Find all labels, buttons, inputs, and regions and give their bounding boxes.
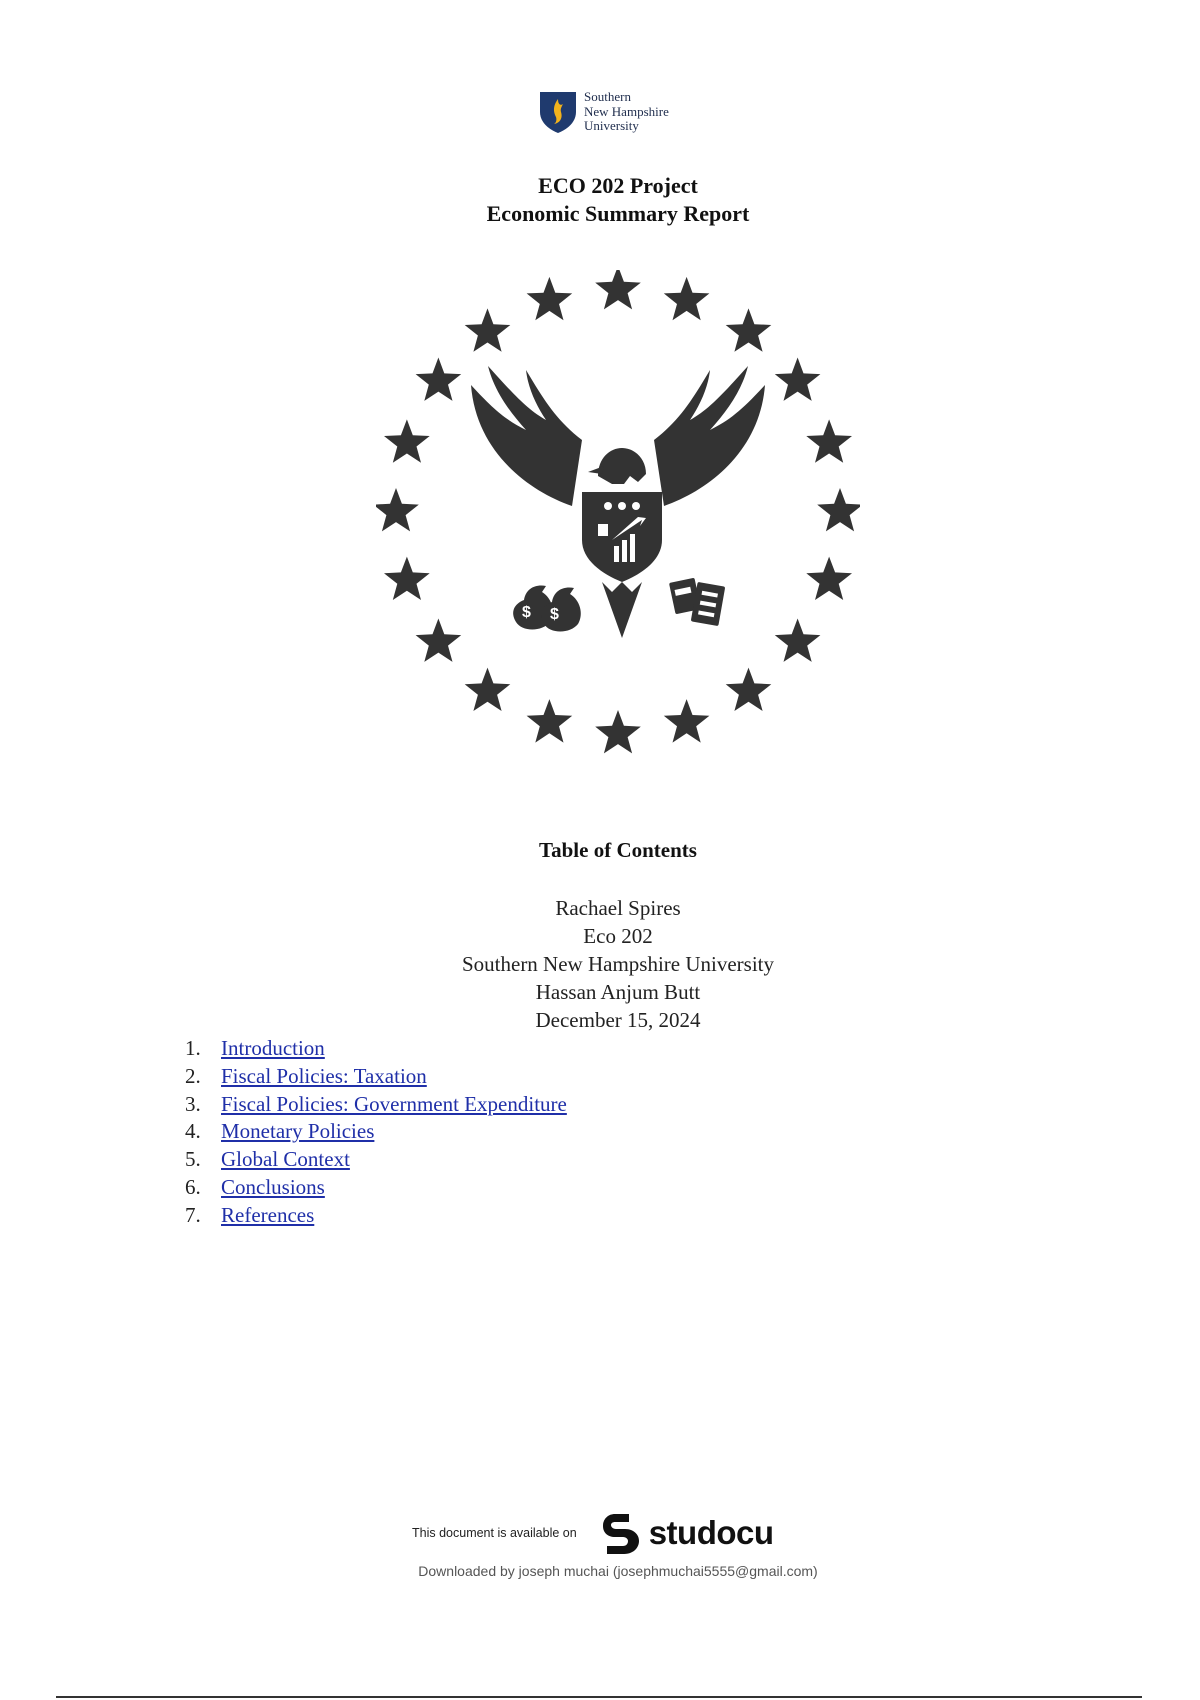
university-logo — [538, 90, 669, 134]
star-icon — [416, 619, 462, 662]
calculator-icon — [669, 578, 725, 626]
toc-link-fiscal-expenditure[interactable]: Fiscal Policies: Government Expenditure — [221, 1091, 567, 1116]
eagle-head-icon — [598, 448, 646, 484]
toc-item — [185, 1118, 567, 1146]
author-name: Rachael Spires — [555, 896, 681, 920]
title-line-2: Economic Summary Report — [486, 201, 750, 226]
toc-link-monetary-policies[interactable]: Monetary Policies — [221, 1119, 375, 1144]
dollar-sign-icon: $ — [522, 604, 531, 621]
star-icon — [384, 419, 430, 462]
toc-item-number: 4. — [185, 1119, 201, 1144]
instructor-name: Hassan Anjum Butt — [535, 980, 701, 1004]
university-name-line-3: University — [584, 118, 639, 134]
report-title — [0, 172, 1200, 228]
toc-item-number: 1. — [185, 1036, 201, 1060]
studocu-banner — [412, 1510, 774, 1556]
star-icon — [817, 488, 860, 531]
star-icon — [465, 668, 511, 711]
eagle-emblem-icon — [376, 270, 860, 754]
star-icon — [664, 277, 710, 320]
toc-item-number: 7. — [185, 1202, 201, 1227]
title-line-1: ECO 202 Project — [538, 173, 698, 198]
toc-item — [185, 1091, 567, 1119]
star-icon — [775, 619, 821, 662]
university-name — [584, 90, 669, 134]
studocu-wordmark: studocu — [648, 1514, 774, 1551]
star-icon — [775, 358, 821, 401]
toc-link-introduction[interactable]: Introduction — [221, 1036, 325, 1060]
star-icon — [726, 668, 772, 711]
left-wing-icon — [471, 366, 582, 506]
star-icon — [416, 358, 462, 401]
available-on-text: This document is available on — [412, 1526, 577, 1540]
toc-item-number: 5. — [185, 1147, 201, 1172]
toc-heading: Table of Contents — [539, 838, 697, 862]
toc-item — [185, 1035, 567, 1063]
studocu-logo[interactable] — [599, 1510, 774, 1556]
bottom-divider — [56, 1696, 1142, 1698]
star-icon — [465, 308, 511, 351]
toc-item-number: 2. — [185, 1063, 201, 1088]
toc-link-references[interactable]: References — [221, 1202, 315, 1227]
star-icon — [726, 308, 772, 351]
toc-list — [185, 1035, 567, 1230]
toc-link-conclusions[interactable]: Conclusions — [221, 1174, 325, 1199]
star-icon — [595, 710, 641, 753]
star-icon — [527, 277, 573, 320]
toc-item — [185, 1063, 567, 1091]
dollar-sign-icon: $ — [550, 606, 559, 623]
toc-item-number: 6. — [185, 1174, 201, 1199]
toc-item-number: 3. — [185, 1091, 201, 1116]
university-name-line-2: New Hampshire — [584, 103, 669, 119]
report-date: December 15, 2024 — [535, 1008, 701, 1032]
toc-link-global-context[interactable]: Global Context — [221, 1147, 350, 1172]
shield-icon — [538, 90, 578, 134]
university-name-line-1: Southern — [584, 89, 631, 105]
toc-item — [185, 1202, 567, 1230]
right-wing-icon — [654, 366, 765, 506]
studocu-logo-icon — [599, 1510, 645, 1556]
institution-name: Southern New Hampshire University — [461, 952, 775, 976]
star-icon — [595, 270, 641, 309]
toc-link-fiscal-taxation[interactable]: Fiscal Policies: Taxation — [221, 1063, 427, 1088]
star-icon — [806, 419, 852, 462]
course-name: Eco 202 — [583, 924, 653, 948]
author-info — [0, 894, 1200, 1034]
star-icon — [664, 699, 710, 743]
star-icon — [527, 699, 573, 743]
toc-item — [185, 1146, 567, 1174]
star-icon — [806, 557, 852, 600]
star-icon — [384, 557, 430, 600]
star-icon — [376, 488, 419, 531]
download-notice: Downloaded by joseph muchai (josephmuchai5555@gmail.com) — [418, 1563, 818, 1579]
toc-item — [185, 1174, 567, 1202]
